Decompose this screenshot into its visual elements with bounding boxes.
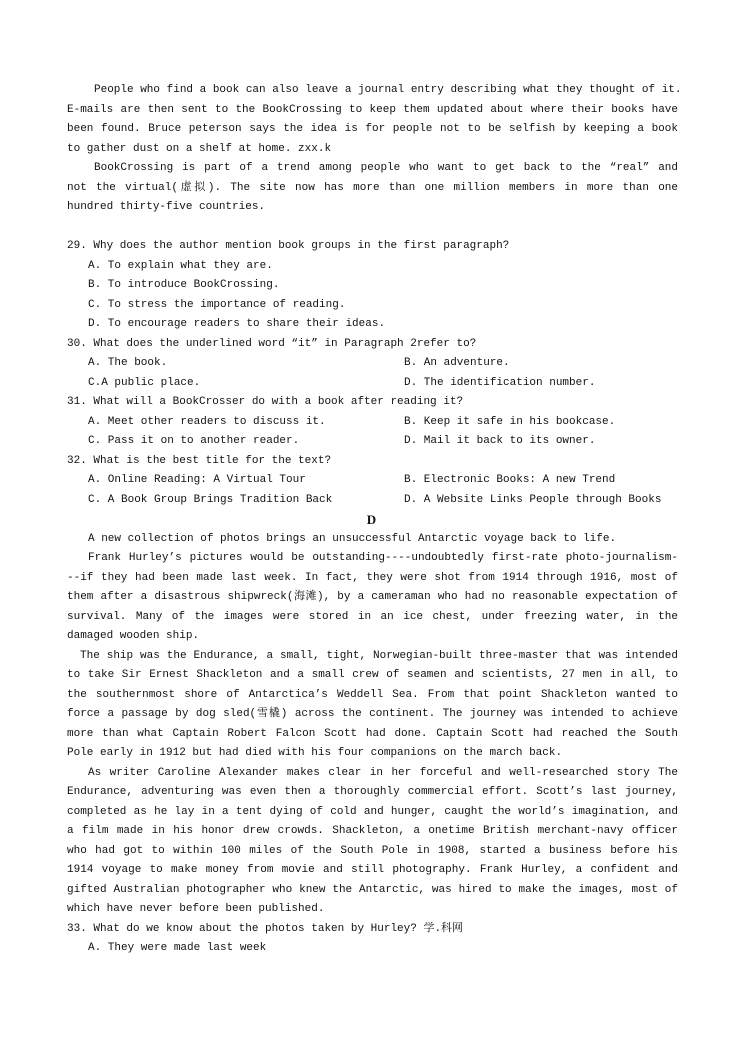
option: C. To stress the importance of reading.	[88, 298, 346, 311]
question-stem: 30. What does the underlined word “it” in Paragraph 2refer to?	[67, 337, 477, 350]
text-line: a film made in his honor drew crowds. Shackleton, a onetime British merchant-navy officer	[67, 825, 678, 837]
text-line: People who find a book can also leave a journal entry describing what they thought of it.	[94, 84, 682, 96]
text-line: --if they had been made last week. In fact, they were shot from 1914 through 1916, most of	[67, 571, 678, 584]
question-30	[67, 335, 678, 394]
option: B. Keep it safe in his bookcase.	[404, 415, 616, 428]
text-line: As writer Caroline Alexander makes clear in her forceful and well-researched story The	[88, 766, 678, 779]
question-stem: 33. What do we know about the photos taken by Hurley? 学.科网	[67, 922, 464, 935]
option: D. To encourage readers to share their ideas.	[88, 318, 386, 330]
text-line: them after a disastrous shipwreck(海滩), by a cameraman who had no reasonable expectation of	[67, 591, 678, 603]
text-line: Endurance, adventuring was even then a thoroughly commercial effort. Scott’s last journey,	[67, 786, 678, 798]
text-line: BookCrossing is part of a trend among people who want to get back to the “real” and	[94, 162, 678, 174]
text-line: E-mails are then sent to the BookCrossing to keep them updated about where their books have	[67, 103, 678, 116]
option: D. Mail it back to its owner.	[404, 435, 596, 447]
option: B. To introduce BookCrossing.	[88, 279, 280, 291]
text-line: been found. Bruce peterson says the idea is for people not to be selfish by keeping a book	[67, 123, 678, 135]
question-stem: 32. What is the best title for the text?	[67, 454, 332, 467]
text-line: the southernmost shore of Antarctica’s Weddell Sea. From that point Shackleton wanted to	[67, 688, 678, 701]
text-line: survival. Many of the images were stored in an ice chest, under freezing water, in the	[67, 610, 678, 623]
question-stem: 29. Why does the author mention book groups in the first paragraph?	[67, 240, 510, 252]
passage-c-paragraph-1	[67, 81, 682, 159]
question-33	[67, 920, 678, 959]
question-29	[67, 237, 678, 335]
option: D. The identification number.	[404, 376, 596, 389]
option: A. To explain what they are.	[88, 259, 273, 272]
text-line: not the virtual(虚拟). The site now has more than one million members in more than one	[67, 181, 678, 194]
text-line: The ship was the Endurance, a small, tight, Norwegian-built three-master that was intended	[80, 649, 678, 662]
option: C.A public place.	[88, 376, 201, 389]
question-32	[67, 452, 678, 511]
text-line: force a passage by dog sled(雪橇) across the continent. The journey was intended to achieve	[67, 708, 678, 720]
text-line: Pole early in 1912 but had died with his four companions on the march back.	[67, 747, 563, 759]
text-line: A new collection of photos brings an unsuccessful Antarctic voyage back to life.	[88, 532, 617, 545]
passage-c-paragraph-2	[67, 159, 678, 218]
text-line: Frank Hurley’s pictures would be outstanding----undoubtedly first-rate photo-journalism-	[88, 552, 678, 564]
option: B. An adventure.	[404, 357, 510, 369]
option: D. A Website Links People through Books	[404, 493, 662, 506]
option: A. They were made last week	[88, 942, 267, 954]
question-31	[67, 393, 678, 452]
text-line: damaged wooden ship.	[67, 630, 200, 642]
blank-line	[67, 218, 678, 238]
option: A. Meet other readers to discuss it.	[88, 415, 326, 428]
option: A. The book.	[88, 357, 168, 369]
option: C. Pass it on to another reader.	[88, 435, 300, 447]
passage-d-paragraph-3	[67, 647, 678, 764]
option: A. Online Reading: A Virtual Tour	[88, 474, 306, 486]
text-line: completed as he lay in a tent dying of cold and hunger, caught the world’s imagination, and	[67, 805, 678, 818]
text-line: hundred thirty-five countries.	[67, 201, 266, 213]
section-heading: D	[366, 512, 377, 527]
option: C. A Book Group Brings Tradition Back	[88, 493, 333, 506]
text-line: which have never before been published.	[67, 903, 325, 915]
question-stem: 31. What will a BookCrosser do with a book after reading it?	[67, 396, 464, 408]
passage-d-paragraph-1	[67, 530, 678, 550]
text-line: who had got to within 100 miles of the South Pole in 1908, started a business before his	[67, 844, 678, 857]
passage-d-paragraph-2	[67, 549, 678, 647]
passage-d-paragraph-4	[67, 764, 678, 920]
text-line: gifted Australian photographer who knew the Antarctic, was hired to make the images, most of	[67, 883, 678, 896]
text-line: to gather dust on a shelf at home. zxx.k	[67, 142, 332, 155]
text-line: to take Sir Ernest Shackleton and a small crew of seamen and scientists, 27 men in all, to	[67, 669, 678, 681]
text-line: 1914 voyage to make money from movie and still photography. Frank Hurley, a confident and	[67, 864, 678, 876]
text-line: more than what Captain Robert Falcon Scott had done. Captain Scott had reached the South	[67, 727, 678, 740]
document-page	[67, 81, 682, 959]
option: B. Electronic Books: A new Trend	[404, 474, 616, 486]
